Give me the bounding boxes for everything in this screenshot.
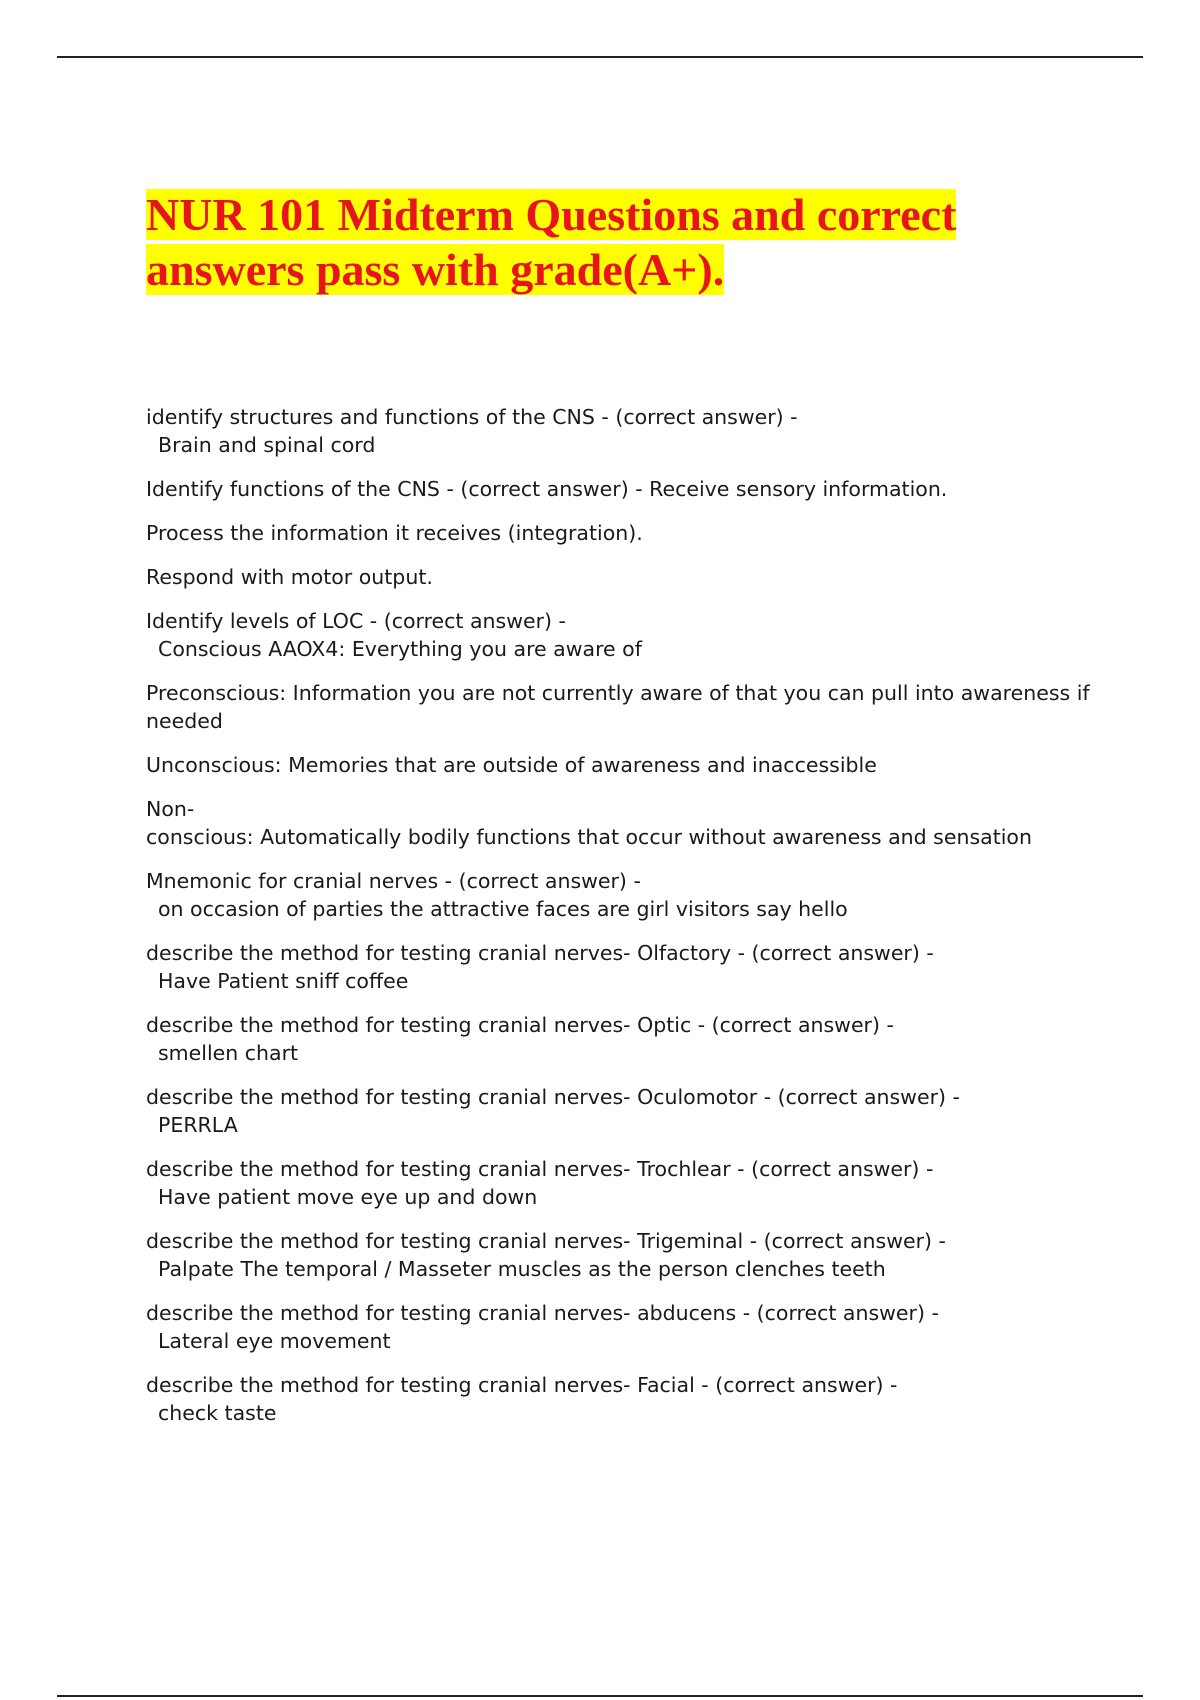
answer-text: Have patient move eye up and down [158,1185,538,1209]
qa-item [146,939,1092,995]
text-paragraph: Unconscious: Memories that are outside of awareness and inaccessible [146,753,877,777]
answer-text: Conscious AAOX4: Everything you are aware of [158,637,642,661]
text-paragraph: Process the information it receives (integration). [146,521,643,545]
document-body [146,403,1092,1443]
qa-item [146,1299,1092,1355]
answer-text: on occasion of parties the attractive faces are girl visitors say hello [158,897,848,921]
answer-text: smellen chart [158,1041,299,1065]
question-text: describe the method for testing cranial nerves- abducens - (correct answer) - [146,1301,939,1325]
text-paragraph: Preconscious: Information you are not currently aware of that you can pull into awareness if needed [146,681,1090,733]
qa-item [146,1371,1092,1427]
question-text: Mnemonic for cranial nerves - (correct answer) - [146,869,641,893]
qa-item [146,867,1092,923]
question-text: describe the method for testing cranial nerves- Trochlear - (correct answer) - [146,1157,934,1181]
text-line: Non- [146,797,195,821]
bottom-rule [57,1695,1143,1697]
answer-text: Palpate The temporal / Masseter muscles as the person clenches teeth [158,1257,886,1281]
question-text: identify structures and functions of the CNS - (correct answer) - [146,405,798,429]
top-rule [57,56,1143,58]
question-text: describe the method for testing cranial nerves- Optic - (correct answer) - [146,1013,894,1037]
question-text: describe the method for testing cranial nerves- Trigeminal - (correct answer) - [146,1229,946,1253]
text-paragraph [146,795,1092,851]
answer-text: PERRLA [158,1113,238,1137]
text-paragraph: Identify functions of the CNS - (correct answer) - Receive sensory information. [146,477,948,501]
title-highlight: NUR 101 Midterm Questions and correct answers pass with grade(A+). [146,189,957,295]
text-paragraph: Respond with motor output. [146,565,433,589]
qa-item [146,607,1092,663]
text-line: conscious: Automatically bodily functions that occur without awareness and sensation [146,825,1032,849]
qa-item [146,1083,1092,1139]
answer-text: check taste [158,1401,277,1425]
question-text: describe the method for testing cranial nerves- Olfactory - (correct answer) - [146,941,934,965]
answer-text: Lateral eye movement [158,1329,391,1353]
qa-item [146,1011,1092,1067]
answer-text: Brain and spinal cord [158,433,376,457]
qa-item [146,1227,1092,1283]
document-title [146,187,1106,297]
question-text: Identify levels of LOC - (correct answer) - [146,609,566,633]
qa-item [146,403,1092,459]
answer-text: Have Patient sniff coffee [158,969,409,993]
question-text: describe the method for testing cranial nerves- Oculomotor - (correct answer) - [146,1085,960,1109]
question-text: describe the method for testing cranial nerves- Facial - (correct answer) - [146,1373,898,1397]
qa-item [146,1155,1092,1211]
